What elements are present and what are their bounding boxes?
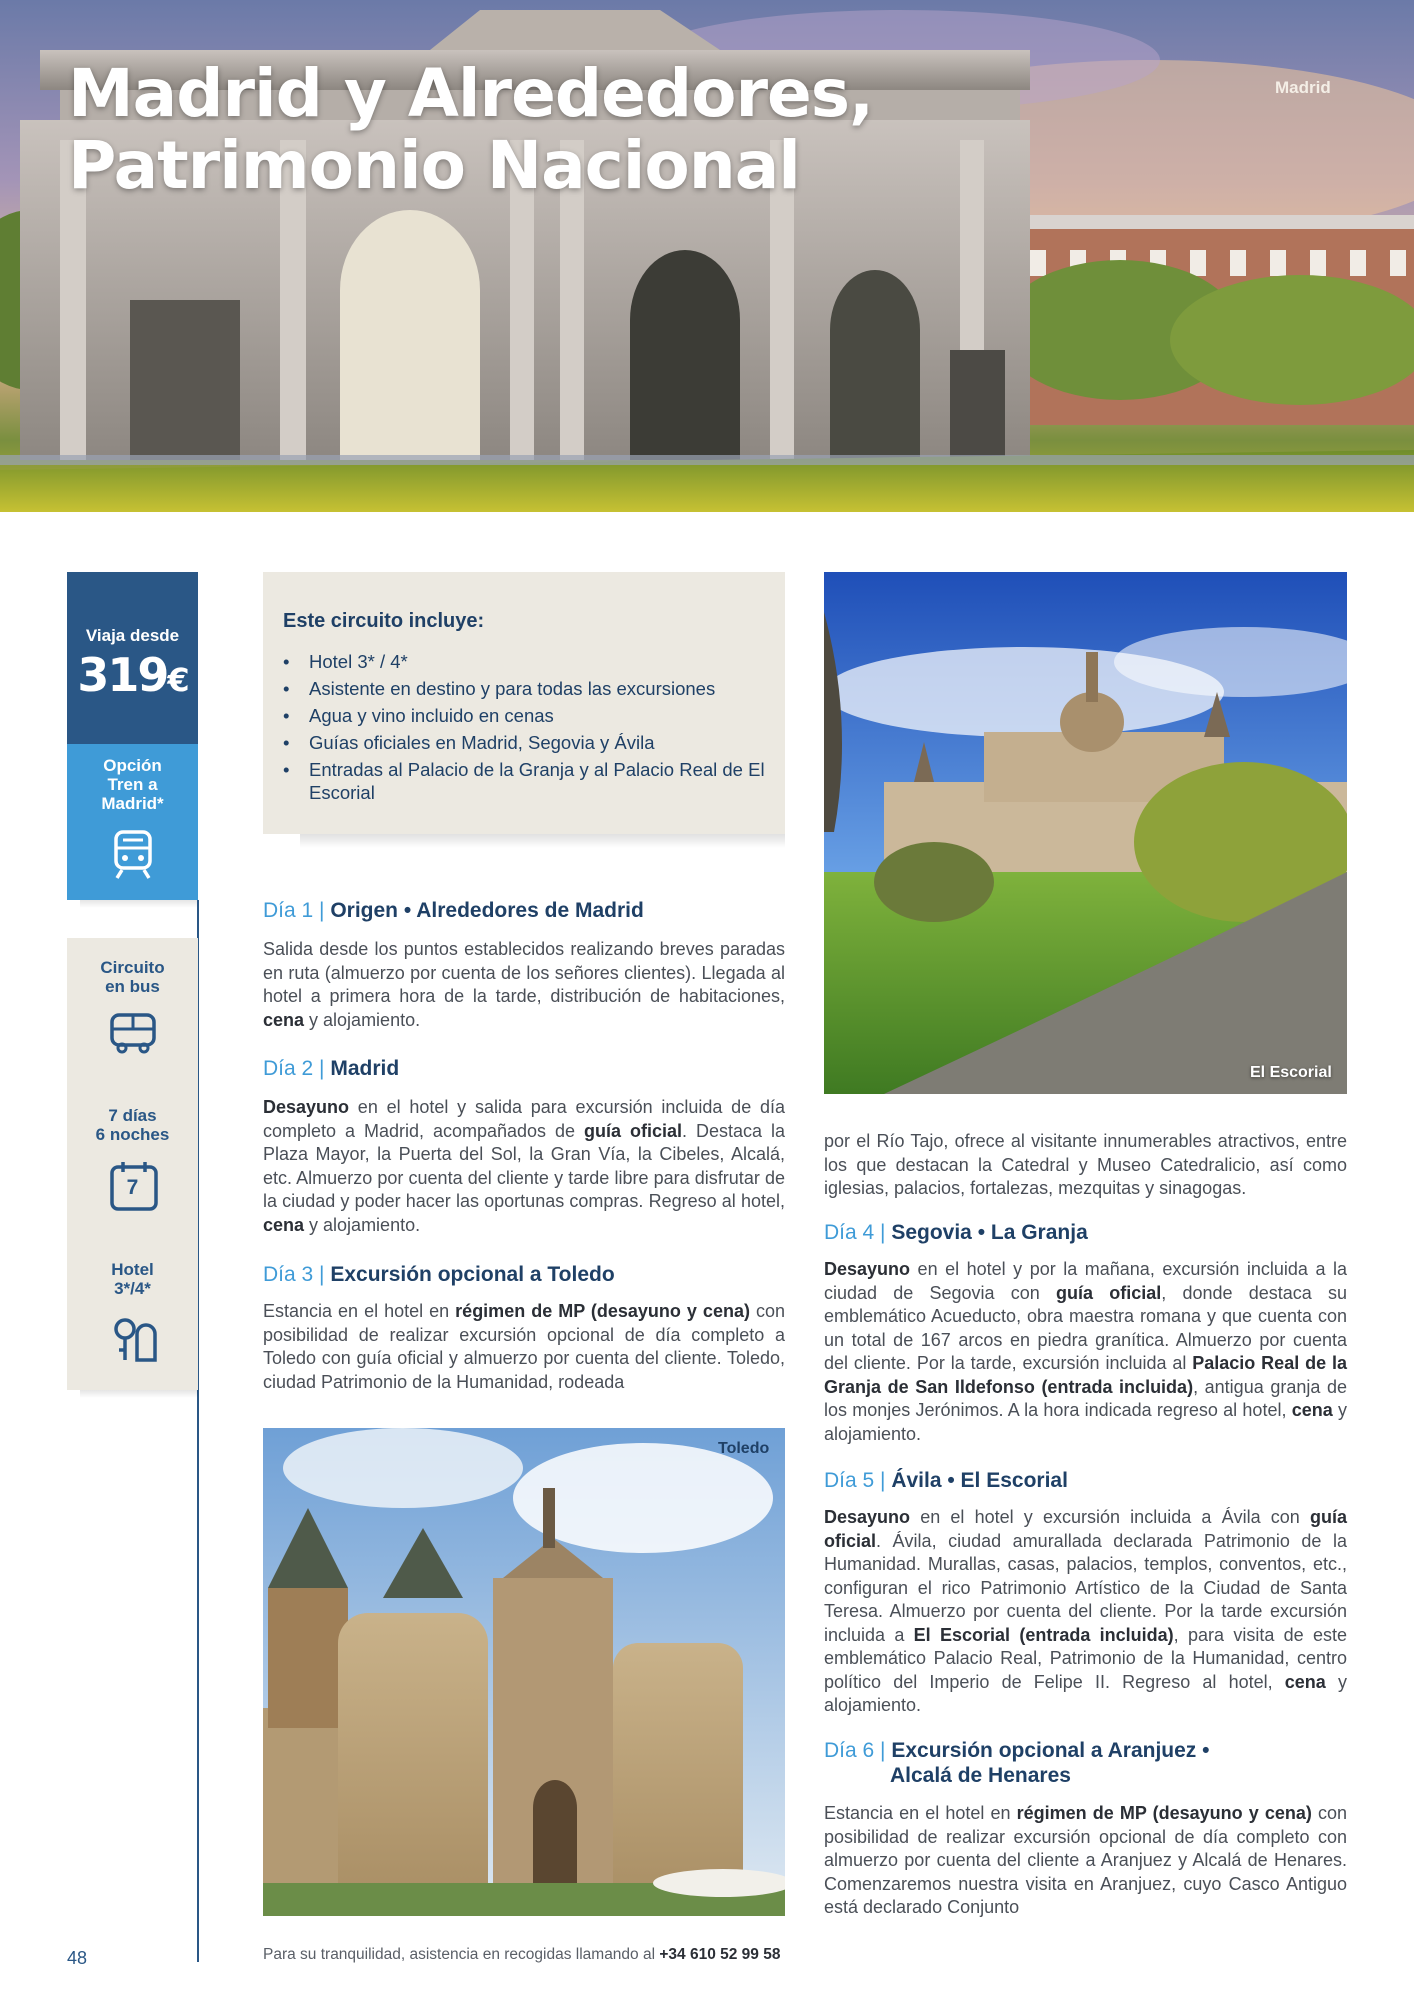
bold-text: cena — [1284, 1671, 1326, 1692]
day-1-text — [263, 938, 785, 1032]
text-run: , para visita de este emblemático Palacio Real, Patrimonio de la Humanidad, centro político del Imperio de Felipe II. Regreso al hotel, — [824, 1624, 1347, 1692]
footer-note — [263, 1946, 780, 1964]
text-run: en el hotel y salida para excursión incluida de día completo a Madrid, acompañados de — [263, 1097, 785, 1141]
includes-list — [283, 650, 773, 808]
duration-nights: 6 noches — [95, 1125, 170, 1144]
train-option-line-2: Tren a — [107, 775, 158, 794]
bold-text: guía oficial — [1056, 1282, 1162, 1303]
escorial-image — [824, 572, 1347, 1094]
train-option-line-3: Madrid* — [101, 794, 164, 813]
text-run: , antigua granja de los monjes Jerónimos. A la hora indicada regreso al hotel, — [824, 1376, 1347, 1420]
bold-text: guía oficial — [824, 1507, 1347, 1551]
includes-title: Este circuito incluye: — [283, 610, 485, 632]
hotel-line-2: 3*/4* — [114, 1279, 151, 1298]
day-6-heading — [824, 1738, 1209, 1788]
day-2-heading — [263, 1056, 399, 1081]
text-run: en el hotel y excursión incluida a Ávila con — [910, 1507, 1310, 1527]
day-3-text — [263, 1300, 785, 1394]
list-item: • Entradas al Palacio de la Granja y al Palacio Real de El Escorial — [283, 758, 773, 804]
escorial-caption: El Escorial — [1250, 1064, 1332, 1081]
price-amount: 319 — [77, 648, 168, 702]
price-value — [67, 648, 198, 702]
transport-line-1: Circuito — [100, 958, 165, 977]
list-item: • Agua y vino incluido en cenas — [283, 704, 773, 727]
page-title — [68, 55, 874, 204]
list-item: • Hotel 3* / 4* — [283, 650, 773, 673]
toledo-image — [263, 1428, 785, 1916]
day-2-number: Día 2 | — [263, 1057, 325, 1080]
hotel-key-icon — [109, 1314, 159, 1364]
day-6-title-line-2: Alcalá de Henares — [890, 1764, 1071, 1787]
day-2-text — [263, 1096, 785, 1237]
divider-shadow — [80, 900, 198, 908]
train-icon — [112, 830, 154, 880]
divider-shadow — [80, 1390, 198, 1398]
train-option-box — [67, 744, 198, 900]
text-run: y alojamiento. — [304, 1009, 421, 1030]
hotel-line-1: Hotel — [111, 1260, 154, 1279]
bold-text: guía oficial — [584, 1120, 682, 1141]
day-6-number: Día 6 | — [824, 1739, 886, 1762]
page-title-line-2: Patrimonio Nacional — [68, 127, 800, 204]
text-run: Estancia en el hotel en — [263, 1301, 456, 1321]
train-option-line-1: Opción — [103, 756, 162, 775]
day-5-number: Día 5 | — [824, 1469, 886, 1492]
bus-icon — [109, 1012, 157, 1056]
escorial-photo — [824, 572, 1347, 1094]
toledo-caption: Toledo — [718, 1440, 770, 1457]
hero-banner — [0, 0, 1414, 512]
duration-days: 7 días — [108, 1106, 157, 1125]
day-4-title: Segovia • La Granja — [891, 1221, 1088, 1244]
text-run: con posibilidad de realizar excursión opcional de día completo a Toledo con guía oficial y almuerzo por cuenta del cliente. Toledo, ciudad Patrimonio de la Humanidad, rodeada — [263, 1301, 785, 1392]
duration-label — [67, 1106, 198, 1144]
text-run: Salida desde los puntos establecidos realizando breves paradas en ruta (almuerzo por cuenta de los señores clientes). Llegada al hotel a primera hora de la tarde, distribución de habitaciones, — [263, 939, 785, 1006]
footer-phone: +34 610 52 99 58 — [659, 1946, 781, 1963]
day-1-number: Día 1 | — [263, 899, 325, 922]
text-run: Estancia en el hotel en — [824, 1803, 1017, 1823]
day-1-heading — [263, 898, 644, 923]
text-run: . Destaca la Plaza Mayor, la Puerta del Sol, la Gran Vía, la Cibeles, Alcalá, etc. Almuerzo por cuenta del cliente y tarde libre para disfrutar de la ciudad y poder hacer las oportunas compras. Regreso al hotel, — [263, 1120, 785, 1211]
day-5-title: Ávila • El Escorial — [891, 1469, 1068, 1492]
bold-text: El Escorial (entrada incluida) — [913, 1624, 1174, 1645]
trip-info-box — [67, 938, 198, 1390]
day-6-text — [824, 1802, 1347, 1920]
bold-text: régimen de MP (desayuno y cena) — [1016, 1803, 1312, 1823]
text-run: con posibilidad de realizar excursión opcional de día completo con almuerzo por cuenta del cliente a Aranjuez y Alcalá de Henares. Comenzaremos nuestra visita en Aranjuez, cuyo Casco Antiguo está declarado Conjunto — [824, 1803, 1347, 1917]
hotel-label — [67, 1260, 198, 1298]
page-title-line-1: Madrid y Alrededores, — [68, 55, 874, 132]
day-6-title-line-1: Excursión opcional a Aranjuez • — [891, 1739, 1210, 1762]
includes-shadow — [300, 834, 785, 848]
text-run: y alojamiento. — [824, 1400, 1347, 1444]
day-2-title: Madrid — [330, 1057, 400, 1080]
day-5-heading — [824, 1468, 1068, 1493]
text-run: y alojamiento. — [824, 1671, 1347, 1715]
day-3-number: Día 3 | — [263, 1263, 325, 1286]
text-run: , donde destaca su emblemático Acueducto, obra maestra romana y que cuenta con un total de 167 arcos en piedra granítica. Almuerzo por cuenta del cliente. Por la tarde, excursión incluida al — [824, 1282, 1347, 1373]
train-option-label — [67, 756, 198, 813]
bold-text: cena — [1291, 1400, 1333, 1420]
bold-text: régimen de MP (desayuno y cena) — [455, 1301, 750, 1321]
transport-line-2: en bus — [105, 977, 160, 996]
region-tag: Madrid — [1275, 78, 1331, 97]
price-box — [67, 572, 198, 744]
day-4-number: Día 4 | — [824, 1221, 886, 1244]
bold-text: Desayuno — [263, 1097, 350, 1117]
day-3-continuation: por el Río Tajo, ofrece al visitante innumerables atractivos, entre los que destacan la Catedral y Museo Catedralicio, así como iglesias, palacios, fortalezas, mezquitas y sinagogas. — [824, 1131, 1347, 1198]
day-1-title: Origen • Alrededores de Madrid — [330, 899, 644, 922]
calendar-number: 7 — [126, 1176, 139, 1199]
bold-text: Desayuno — [824, 1507, 911, 1527]
footer-note-text: Para su tranquilidad, asistencia en recogidas llamando al — [263, 1946, 660, 1963]
day-4-heading — [824, 1220, 1088, 1245]
list-item: • Guías oficiales en Madrid, Segovia y Ávila — [283, 731, 773, 754]
day-3-heading — [263, 1262, 615, 1287]
text-run: . Ávila, ciudad amurallada declarada Patrimonio de la Humanidad. Murallas, casas, palacios, templos, conventos, etc., configuran el rico Patrimonio Artístico de la Ciudad de Santa Teresa. Almuerzo por cuenta del cliente. Por la tarde excursión incluida a — [824, 1530, 1347, 1645]
page-number: 48 — [67, 1948, 88, 1968]
price-label: Viaja desde — [85, 626, 180, 645]
bold-text: cena — [263, 1214, 305, 1235]
day-4-text — [824, 1258, 1347, 1446]
transport-label — [67, 958, 198, 996]
toledo-photo — [263, 1428, 785, 1916]
includes-box — [263, 572, 785, 834]
bold-text: cena — [263, 1009, 305, 1030]
bold-text: Palacio Real de la Granja de San Ildefonso (entrada incluida) — [824, 1353, 1347, 1397]
bold-text: Desayuno — [824, 1259, 911, 1279]
text-run: en el hotel y por la mañana, excursión incluida a la ciudad de Segovia con — [824, 1259, 1347, 1303]
day-5-text — [824, 1506, 1347, 1718]
list-item: • Asistente en destino y para todas las excursiones — [283, 677, 773, 700]
text-run: y alojamiento. — [304, 1214, 421, 1235]
price-currency: € — [167, 661, 188, 699]
day-3-title: Excursión opcional a Toledo — [330, 1263, 615, 1286]
